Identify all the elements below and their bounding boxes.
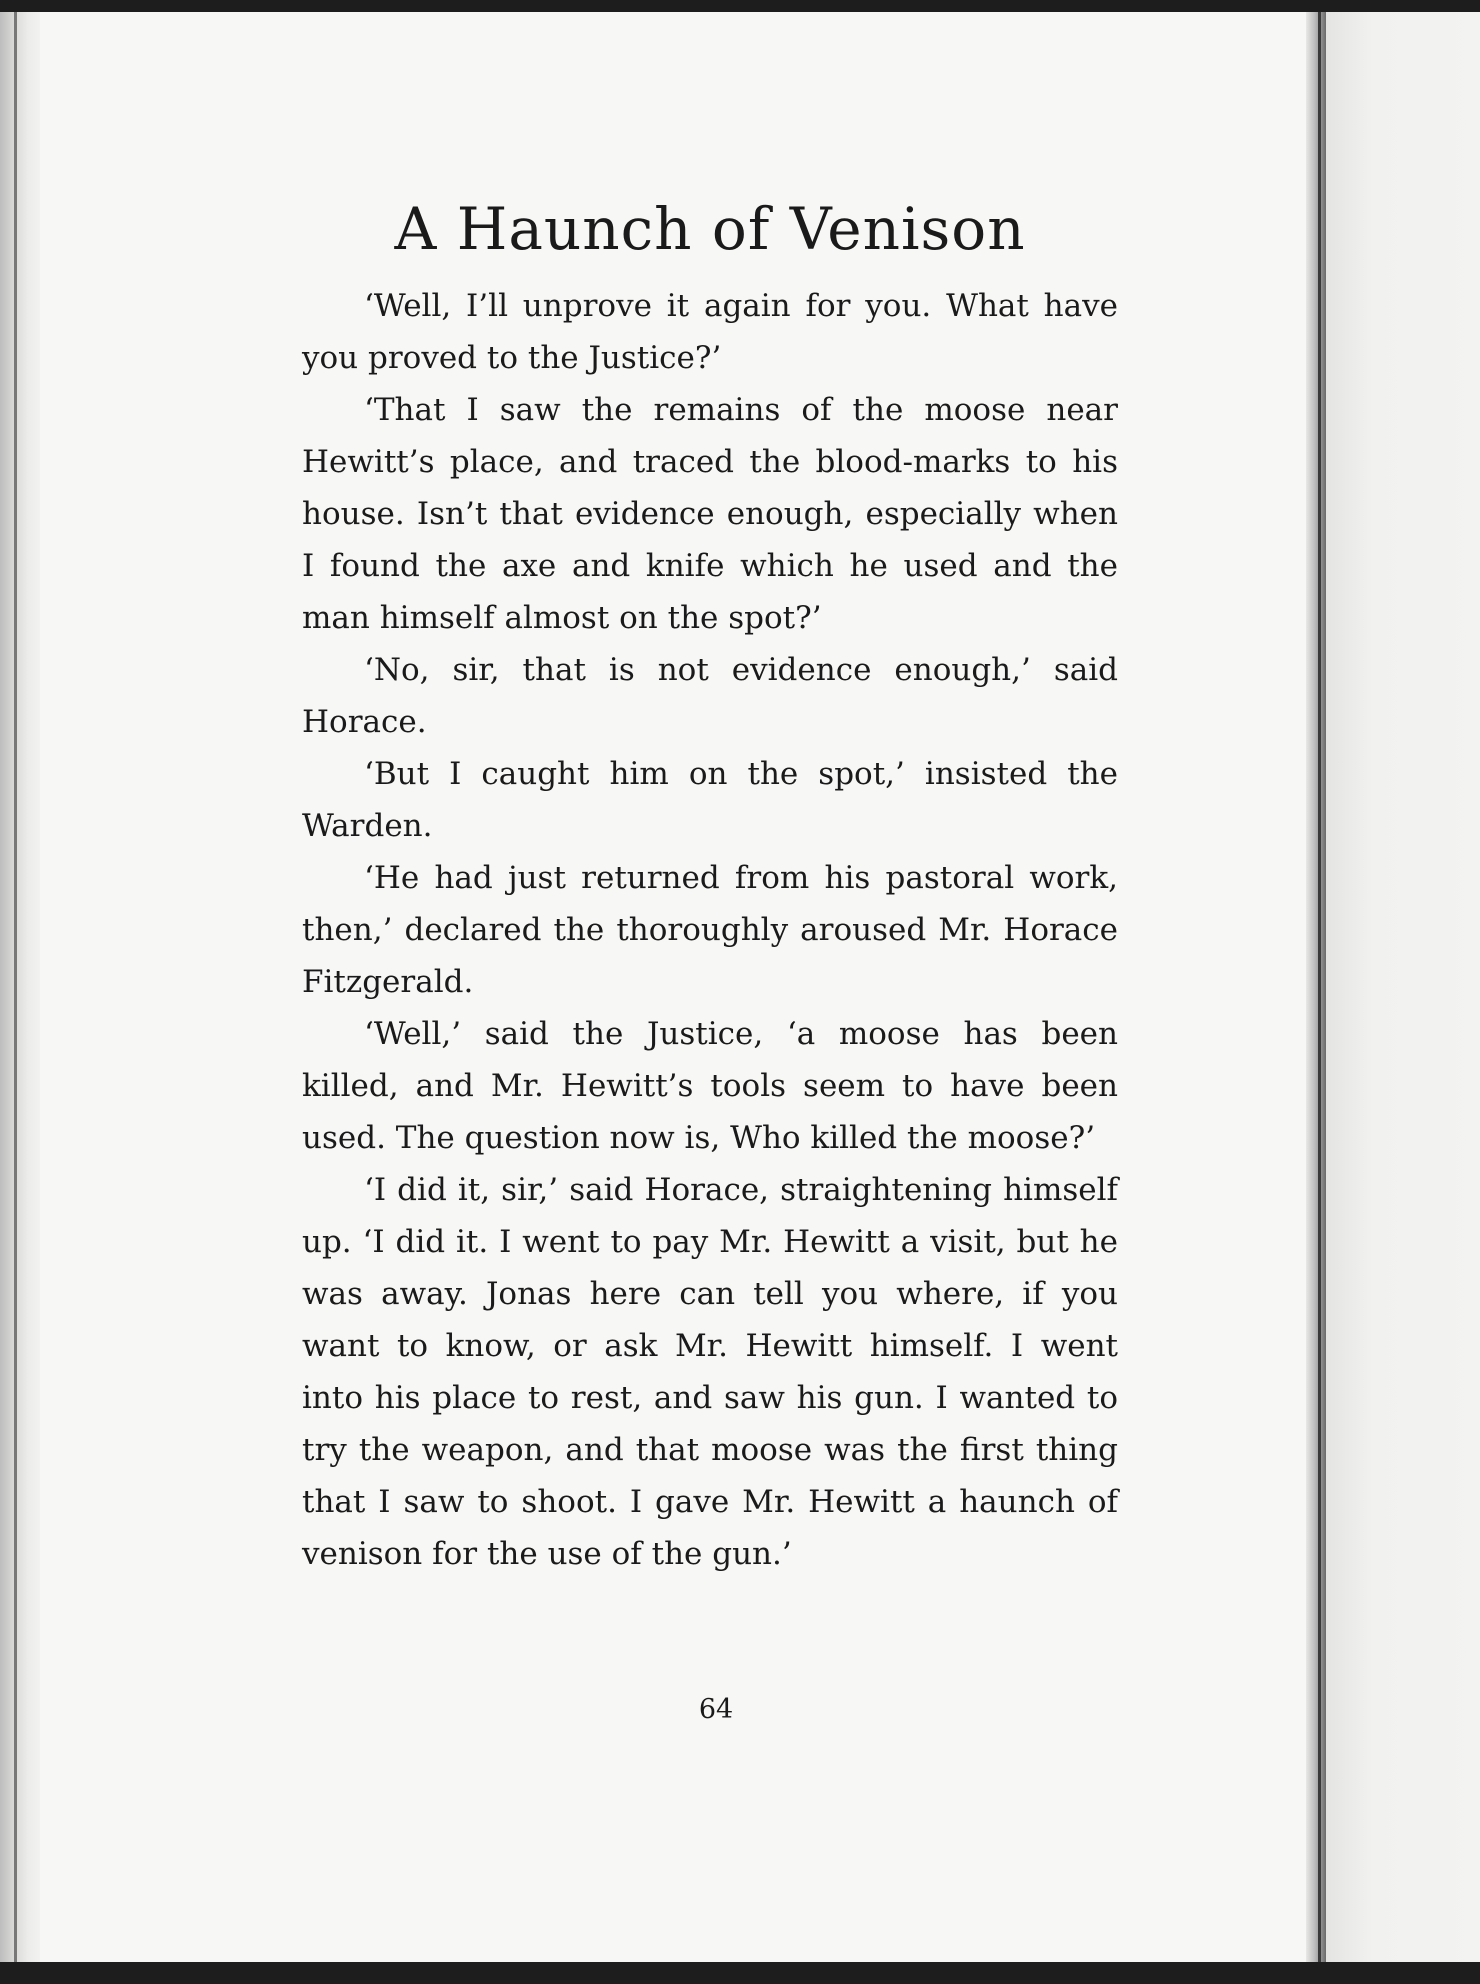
scan-top-edge [0,0,1480,12]
page-stack-edge [0,12,40,1962]
page-text-block [302,188,1118,1580]
paragraph: ‘No, sir, that is not evidence enough,’ said Horace. [302,652,1118,740]
page-number: 64 [698,1694,734,1725]
facing-page-edge [1326,12,1480,1962]
paragraph: ‘That I saw the remains of the moose near Hewitt’s place, and traced the blood-marks to his house. Isn’t that evidence enough, especially when I found the axe and knife which he used and the man himself almost on the spot?’ [302,392,1118,636]
paragraph: ‘Well, I’ll unprove it again for you. What have you proved to the Justice?’ [302,288,1118,376]
gutter-shadow-line [1318,12,1321,1962]
book-gutter [1306,12,1326,1962]
scan-bottom-edge [0,1962,1480,1984]
page-stack-line [14,12,17,1962]
paragraph: ‘He had just returned from his pastoral work, then,’ declared the thoroughly aroused Mr. Horace Fitzgerald. [302,860,1118,1000]
paragraph: ‘I did it, sir,’ said Horace, straightening himself up. ‘I did it. I went to pay Mr. Hewitt a visit, but he was away. Jonas here can tell you where, if you want to know, or ask Mr. Hewitt himself. I went into his place to rest, and saw his gun. I wanted to try the weapon, and that moose was the first thing that I saw to shoot. I gave Mr. Hewitt a haunch of venison for the use of the gun.’ [302,1172,1118,1572]
running-title: A Haunch of Venison [394,195,1026,263]
paragraph: ‘Well,’ said the Justice, ‘a moose has been killed, and Mr. Hewitt’s tools seem to have been used. The question now is, Who killed the moose?’ [302,1016,1118,1156]
paragraph: ‘But I caught him on the spot,’ insisted the Warden. [302,756,1118,844]
